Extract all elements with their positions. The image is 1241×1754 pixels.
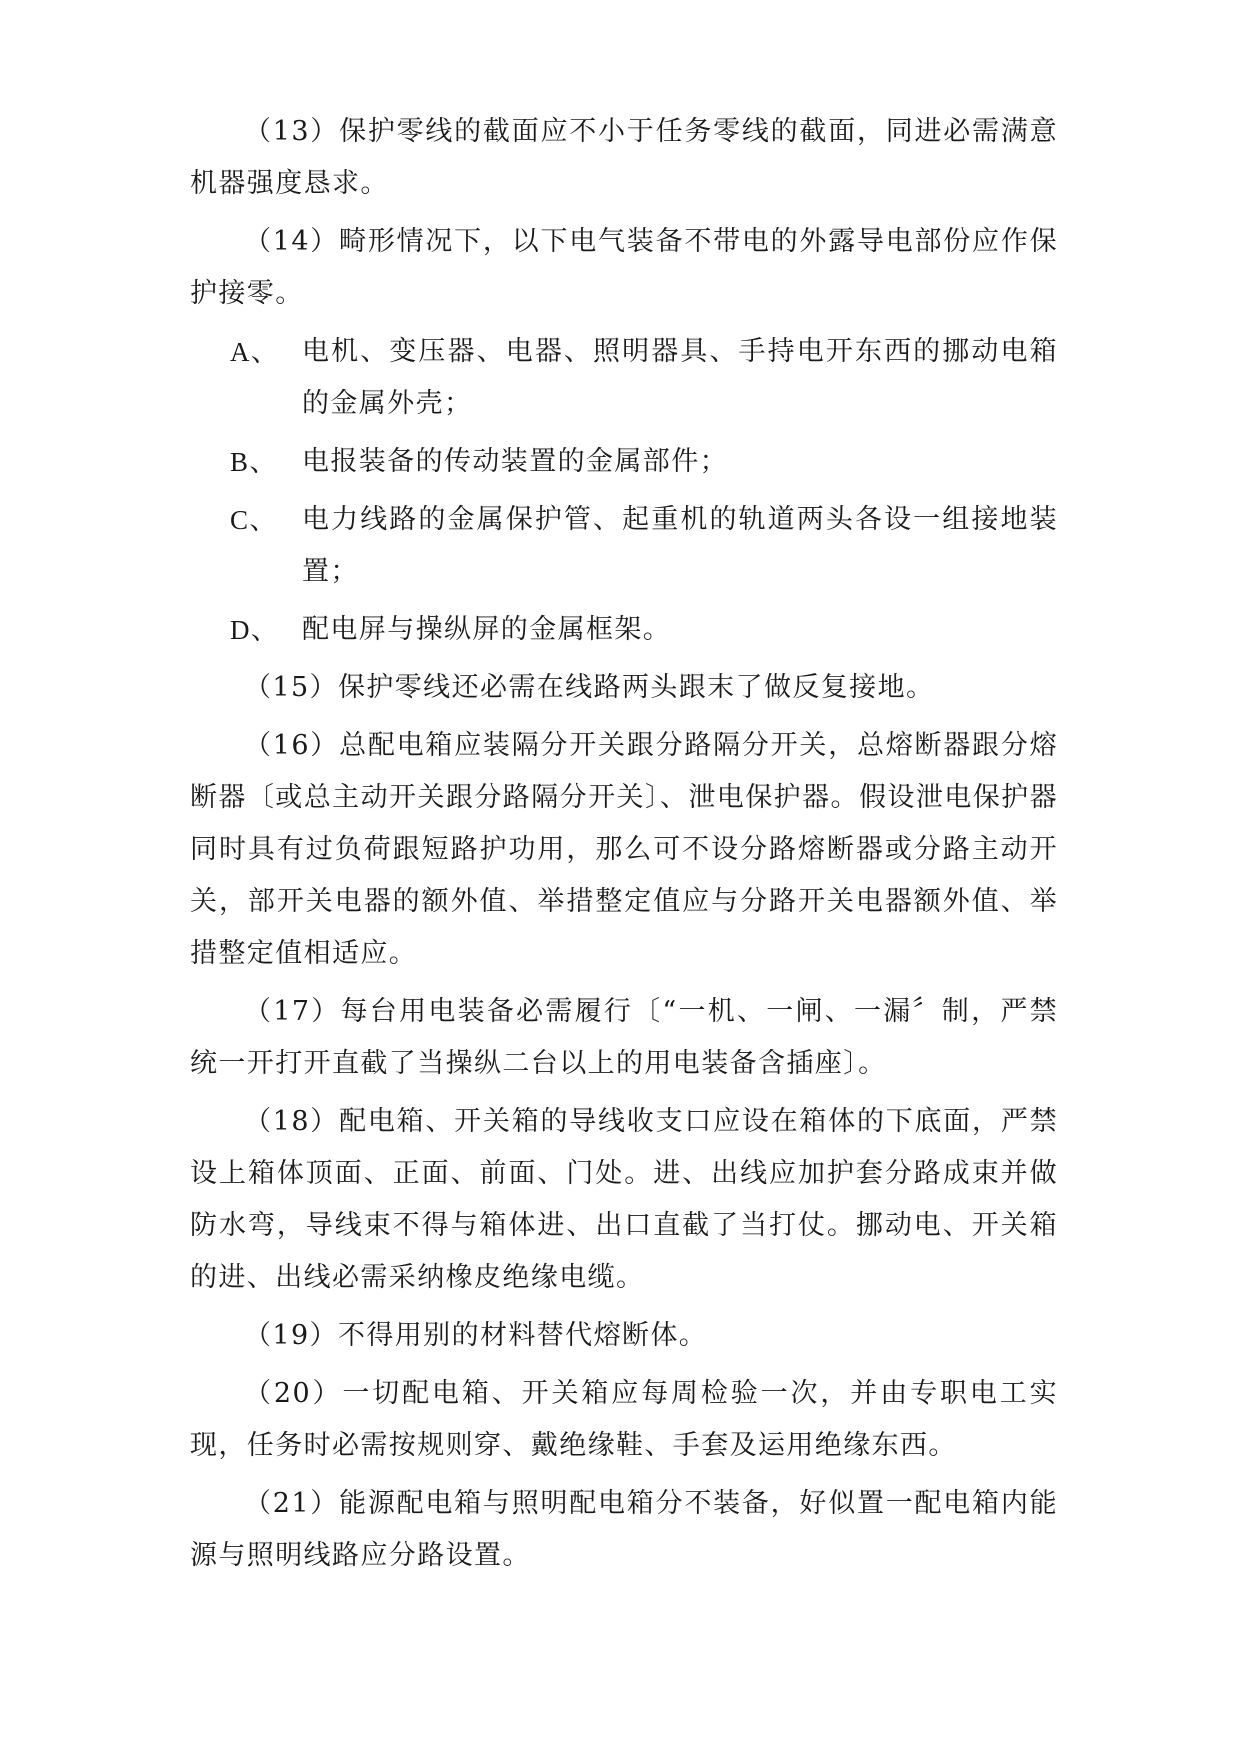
paragraph-16 — [190, 720, 1058, 980]
paragraph-21 — [190, 1478, 1058, 1582]
paragraph-text: 每台用电装备必需履行〔“一机、一闸、一漏〞制，严禁统一开打开直截了当操纵二台以上的用电装备含插座〕。 — [190, 996, 1058, 1079]
list-marker: D、 — [230, 615, 280, 645]
paragraph-text: 保护零线的截面应不小于任务零线的截面，同进必需满意机器强度恳求。 — [190, 116, 1058, 199]
list-text: 电力线路的金属保护管、起重机的轨道两头各设一组接地装置； — [302, 504, 1058, 587]
paragraph-20 — [190, 1368, 1058, 1472]
list-marker: B、 — [230, 447, 278, 477]
paragraph-14 — [190, 216, 1058, 320]
paragraph-number: （20） — [244, 1378, 343, 1409]
paragraph-text: 一切配电箱、开关箱应每周检验一次，并由专职电工实现，任务时必需按规则穿、戴绝缘鞋、手套及运用绝缘东西。 — [190, 1378, 1058, 1461]
paragraph-19 — [190, 1310, 1058, 1362]
list-item-d — [190, 604, 1058, 656]
paragraph-number: （21） — [244, 1488, 340, 1519]
paragraph-text: 保护零线还必需在线路两头跟末了做反复接地。 — [337, 672, 935, 703]
paragraph-17 — [190, 986, 1058, 1090]
list-text: 电报装备的传动装置的金属部件； — [302, 446, 728, 477]
list-text: 电机、变压器、电器、照明器具、手持电开东西的挪动电箱的金属外壳； — [302, 336, 1058, 419]
paragraph-number: （19） — [244, 1320, 338, 1351]
document-page — [190, 106, 1058, 1582]
list-item-b — [190, 436, 1058, 488]
paragraph-number: （17） — [244, 996, 341, 1027]
list-marker: C、 — [230, 505, 278, 535]
list-item-a — [190, 326, 1058, 430]
paragraph-number: （14） — [244, 226, 340, 257]
paragraph-text: 总配电箱应装隔分开关跟分路隔分开关，总熔断器跟分熔断器〔或总主动开关跟分路隔分开关〕、泄电保护器。假设泄电保护器同时具有过负荷跟短路护功用，那么可不设分路熔断器或分路主动开关，部开关电器的额外值、举措整定值应与分路开关电器额外值、举措整定值相适应。 — [190, 730, 1058, 969]
list-item-c — [190, 494, 1058, 598]
paragraph-15 — [190, 662, 1058, 714]
paragraph-text: 能源配电箱与照明配电箱分不装备，好似置一配电箱内能源与照明线路应分路设置。 — [190, 1488, 1058, 1571]
paragraph-18 — [190, 1096, 1058, 1304]
paragraph-number: （13） — [244, 116, 340, 147]
list-marker: A、 — [230, 337, 280, 367]
paragraph-text: 畸形情况下，以下电气装备不带电的外露导电部份应作保护接零。 — [190, 226, 1058, 309]
paragraph-number: （18） — [244, 1106, 340, 1137]
paragraph-number: （16） — [244, 730, 340, 761]
paragraph-text: 配电箱、开关箱的导线收支口应设在箱体的下底面，严禁设上箱体顶面、正面、前面、门处。进、出线应加护套分路成束并做防水弯，导线束不得与箱体进、出口直截了当打仗。挪动电、开关箱的进、出线必需采纳橡皮绝缘电缆。 — [190, 1106, 1058, 1293]
list-text: 配电屏与操纵屏的金属框架。 — [302, 614, 672, 645]
paragraph-13 — [190, 106, 1058, 210]
paragraph-number: （15） — [244, 672, 338, 703]
paragraph-text: 不得用别的材料替代熔断体。 — [337, 1320, 708, 1351]
